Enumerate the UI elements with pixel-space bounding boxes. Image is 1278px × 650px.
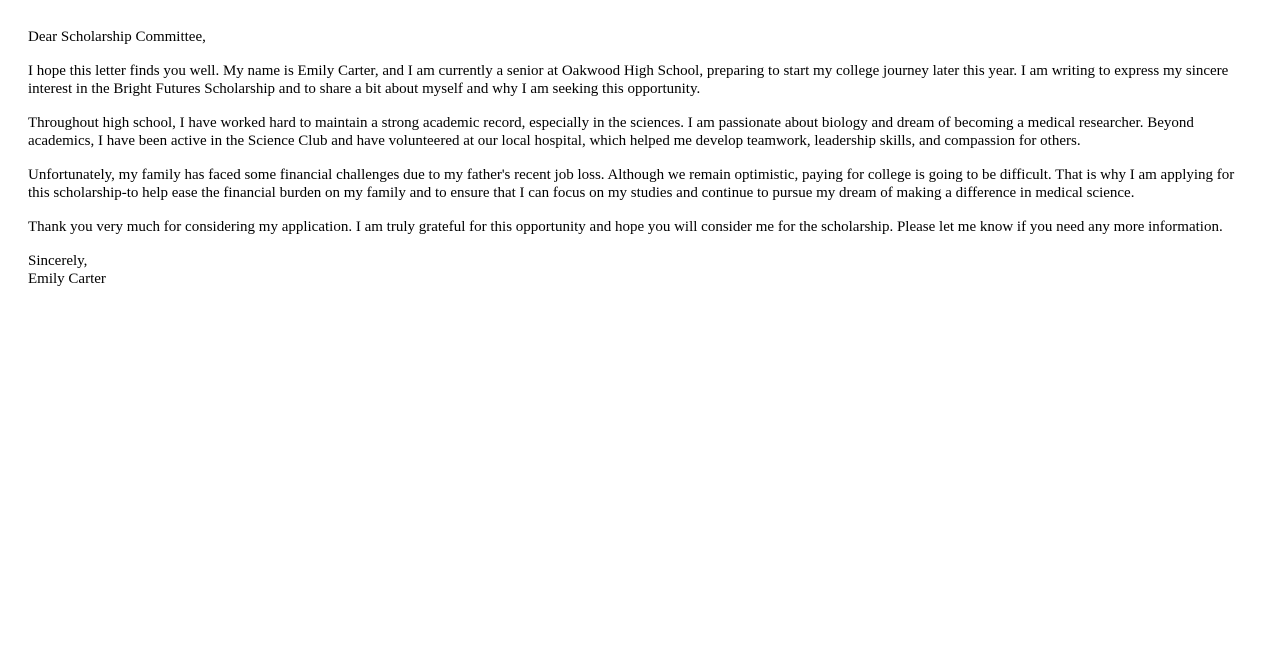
letter-body <box>28 28 1243 304</box>
signature: Emily Carter <box>28 271 106 287</box>
closing-block <box>28 252 1243 288</box>
salutation: Dear Scholarship Committee, <box>28 29 206 45</box>
paragraph-academics: Throughout high school, I have worked hard to maintain a strong academic record, especially in the sciences. I am passionate about biology and dream of becoming a medical researcher. Beyond academics, I have been active in the Science Club and have volunteered at our local hospital, which helped me develop teamwork, leadership skills, and compassion for others. <box>28 115 1194 149</box>
paragraph-introduction: I hope this letter finds you well. My name is Emily Carter, and I am currently a senior at Oakwood High School, preparing to start my college journey later this year. I am writing to express my sincere interest in the Bright Futures Scholarship and to share a bit about myself and why I am seeking this opportunity. <box>28 63 1229 97</box>
paragraph-financial-need: Unfortunately, my family has faced some financial challenges due to my father's recent job loss. Although we remain optimistic, paying for college is going to be difficult. That is why I am applying for this scholarship-to help ease the financial burden on my family and to ensure that I can focus on my studies and continue to pursue my dream of making a difference in medical science. <box>28 167 1235 201</box>
closing: Sincerely, <box>28 253 88 269</box>
paragraph-thanks: Thank you very much for considering my application. I am truly grateful for this opportunity and hope you will consider me for the scholarship. Please let me know if you need any more information. <box>28 219 1223 235</box>
